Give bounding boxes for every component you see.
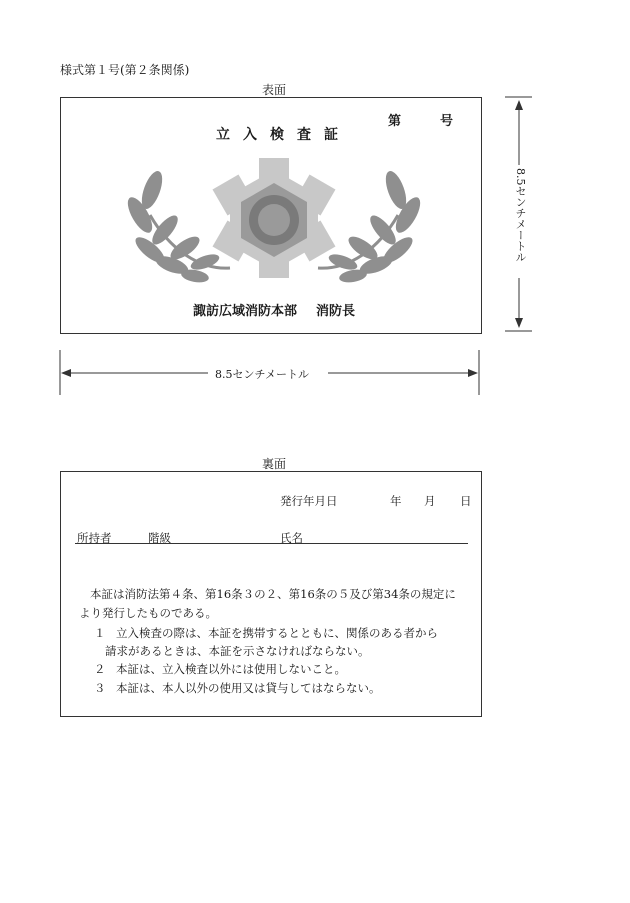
- issuer-org: 諏訪広域消防本部: [193, 304, 298, 319]
- name-label: 氏名: [280, 531, 303, 545]
- rule3-number: ３: [94, 681, 106, 695]
- card-title: 立入検査証: [216, 127, 351, 143]
- rank-label: 階級: [148, 531, 171, 545]
- issue-date-label: 発行年月日: [280, 494, 338, 508]
- holder-underline: [75, 543, 468, 544]
- issue-year-label: 年: [390, 494, 402, 508]
- card-number-label: 第 号: [388, 114, 454, 129]
- rule1-line2: 請求があるときは、本証を示さなければならない。: [105, 644, 370, 658]
- rule1-line1: 立入検査の際は、本証を携帯するとともに、関係のある者から: [116, 626, 438, 640]
- issue-day-label: 日: [460, 494, 472, 508]
- rule2-text: 本証は、立入検査以外には使用しないこと。: [116, 662, 346, 676]
- issue-month-label: 月: [424, 494, 436, 508]
- main-text-line2: より発行したものである。: [79, 606, 217, 620]
- rule1-number: １: [94, 626, 106, 640]
- rule3-text: 本証は、本人以外の使用又は貸与してはならない。: [116, 681, 381, 695]
- main-text-line1: 本証は消防法第４条、第16条３の２、第16条の５及び第34条の規定に: [90, 587, 456, 601]
- height-dimension-label: 8.5センチメートル: [514, 168, 527, 263]
- width-dimension-label: 8.5センチメートル: [215, 368, 310, 381]
- issuer-title: 消防長: [316, 304, 356, 319]
- holder-label: 所持者: [77, 531, 112, 545]
- rule2-number: ２: [94, 662, 106, 676]
- front-side-label: 表面: [262, 83, 287, 97]
- form-title: 様式第１号(第２条関係): [60, 63, 190, 77]
- back-side-label: 裏面: [262, 457, 287, 471]
